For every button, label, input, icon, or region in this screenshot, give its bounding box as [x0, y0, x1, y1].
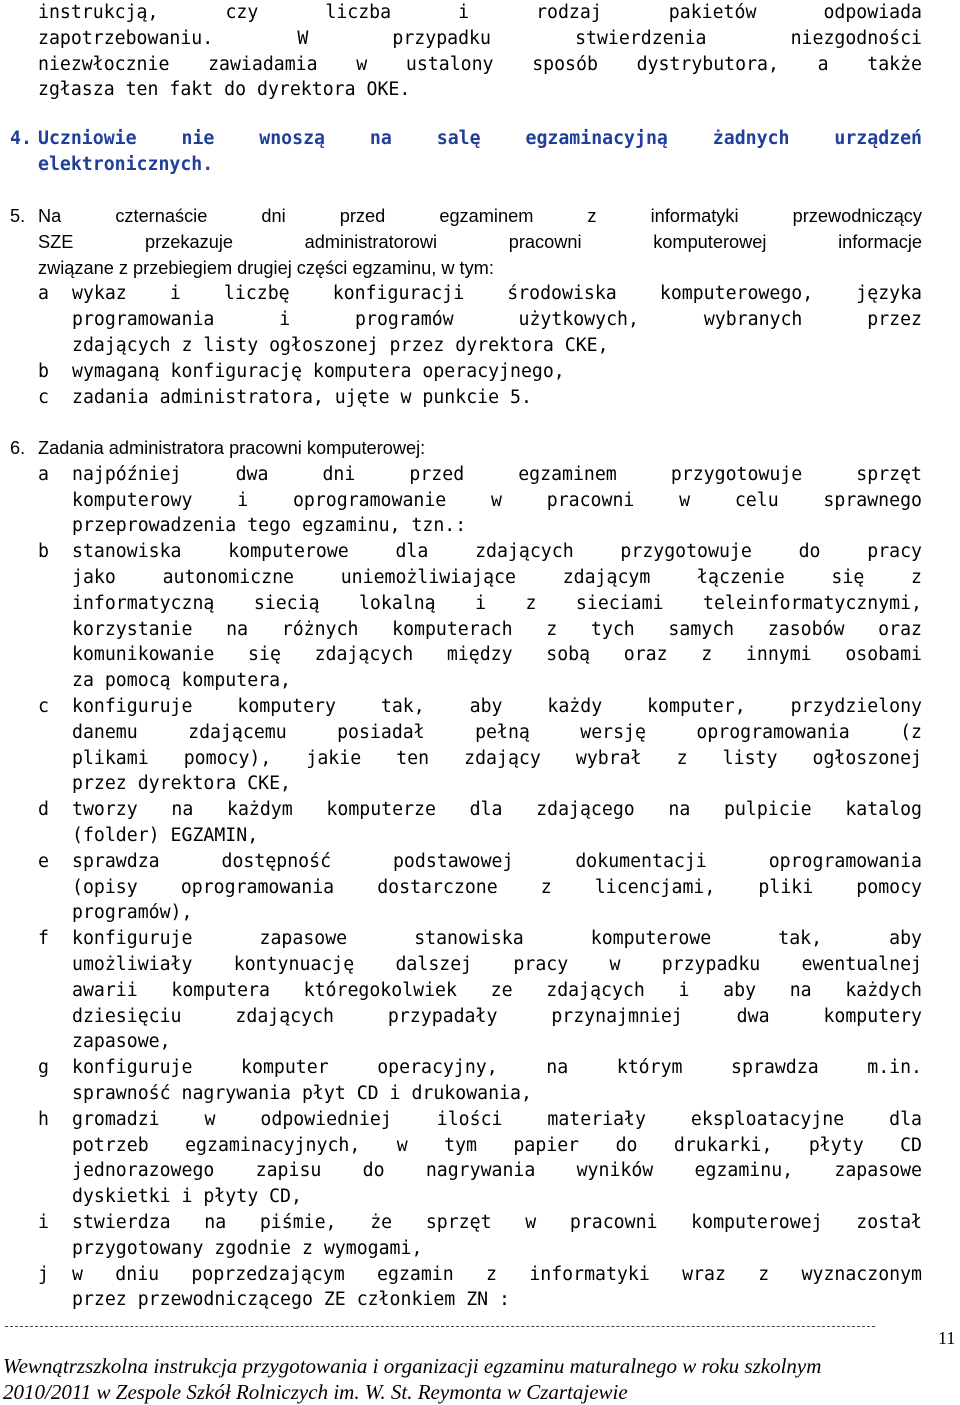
subitem-letter: b	[38, 541, 49, 563]
subitem-line: jako autonomiczne uniemożliwiające zdającym łączenie się z	[72, 567, 922, 588]
subitem-line: (folder) EGZAMIN,	[72, 825, 259, 846]
subitem-line: (opisy oprogramowania dostarczone z licencjami, pliki pomocy	[72, 876, 922, 898]
subitem-line: dyskietki i płyty CD,	[72, 1186, 302, 1208]
subitem-letter: g	[38, 1057, 49, 1079]
paragraph-line: niezwłocznie zawiadamia w ustalony sposób dystrybutora, a także	[38, 53, 922, 75]
item-line: elektronicznych.	[38, 153, 214, 175]
item-line: Zadania administratora pracowni komputerowej:	[38, 438, 426, 458]
subitem-line: komputerowy i oprogramowanie w pracowni w celu sprawnego	[72, 489, 922, 511]
subitem-line: awarii komputera któregokolwiek ze zdających i aby na każdych	[72, 979, 922, 1001]
subitem-letter: h	[38, 1108, 49, 1130]
subitem-line: potrzeb egzaminacyjnych, w tym papier do drukarki, płyty CD	[72, 1134, 922, 1156]
subitem-letter: e	[38, 850, 49, 872]
subitem-line: gromadzi w odpowiedniej ilości materiały eksploatacyjne dla	[72, 1108, 922, 1130]
subitem-line: konfiguruje komputery tak, aby każdy komputer, przydzielony	[72, 696, 922, 717]
subitem-line: plikami pomocy), jakie ten zdający wybrał z listy ogłoszonej	[72, 747, 922, 769]
footer-line-2: 2010/2011 w Zespole Szkół Rolniczych im. W. St. Reymonta w Czartajewie	[3, 1380, 628, 1404]
subitem-line: przez przewodniczącego ZE członkiem ZN :	[72, 1289, 510, 1311]
subitem-letter: j	[38, 1263, 49, 1285]
subitem-line: programów),	[72, 902, 193, 924]
subitem-line: danemu zdającemu posiadał pełną wersję oprogramowania (z	[72, 721, 922, 743]
subitem-line: za pomocą komputera,	[72, 670, 291, 692]
subitem-letter: a	[38, 283, 49, 305]
subitem-line: stwierdza na piśmie, że sprzęt w pracowni komputerowej został	[72, 1212, 922, 1233]
subitem-line: programowania i programów użytkowych, wybranych przez	[72, 309, 922, 331]
subitem-line: zadania administratora, ujęte w punkcie 5.	[72, 386, 532, 408]
subitem-line: informatyczną siecią lokalną i z sieciami teleinformatycznymi,	[72, 592, 922, 614]
subitem-line: sprawdza dostępność podstawowej dokumentacji oprogramowania	[72, 850, 922, 872]
subitem-line: stanowiska komputerowe dla zdających przygotowuje do pracy	[72, 541, 922, 563]
paragraph-line: zapotrzebowaniu. W przypadku stwierdzenia niezgodności	[38, 27, 922, 49]
subitem-line: zdających z listy ogłoszonej przez dyrektora CKE,	[72, 335, 609, 356]
subitem-line: dziesięciu zdających przypadały przynajmniej dwa komputery	[72, 1005, 922, 1027]
subitem-line: wykaz i liczbę konfiguracji środowiska komputerowego, języka	[72, 283, 922, 305]
subitem-letter: f	[38, 928, 49, 950]
subitem-line: komunikowanie się zdających między sobą oraz z innymi osobami	[72, 644, 922, 666]
subitem-letter: c	[38, 386, 49, 408]
subitem-line: najpóźniej dwa dni przed egzaminem przygotowuje sprzęt	[72, 463, 922, 485]
item-line: związane z przebiegiem drugiej części egzaminu, w tym:	[38, 257, 494, 278]
subitem-line: przeprowadzenia tego egzaminu, tzn.:	[72, 515, 467, 537]
subitem-letter: d	[38, 799, 49, 821]
item-line: Uczniowie nie wnoszą na salę egzaminacyjną żadnych urządzeń	[38, 128, 922, 149]
item-number: 6.	[10, 438, 26, 458]
paragraph-line: instrukcją, czy liczba i rodzaj pakietów odpowiada	[38, 2, 922, 23]
subitem-line: przygotowany zgodnie z wymogami,	[72, 1237, 423, 1259]
subitem-line: w dniu poprzedzającym egzamin z informatyki wraz z wyznaczonym	[72, 1263, 922, 1285]
footer-line-1: Wewnątrzszkolna instrukcja przygotowania i organizacji egzaminu maturalnego w roku szkolnym	[3, 1354, 822, 1378]
subitem-line: konfiguruje komputer operacyjny, na którym sprawdza m.in.	[72, 1057, 922, 1079]
item-line: SZE przekazuje administratorowi pracowni komputerowej informacje	[38, 231, 922, 252]
item-number: 5.	[10, 206, 26, 226]
subitem-line: sprawność nagrywania płyt CD i drukowania,	[72, 1083, 532, 1104]
item-line: Na czternaście dni przed egzaminem z informatyki przewodniczący	[38, 206, 922, 226]
page-number: 11	[938, 1328, 956, 1348]
subitem-line: tworzy na każdym komputerze dla zdającego na pulpicie katalog	[72, 799, 922, 821]
subitem-letter: i	[38, 1212, 49, 1233]
subitem-letter: c	[38, 696, 49, 717]
subitem-letter: b	[38, 360, 49, 382]
subitem-line: jednorazowego zapisu do nagrywania wyników egzaminu, zapasowe	[72, 1160, 922, 1182]
subitem-line: umożliwiały kontynuację dalszej pracy w przypadku ewentualnej	[72, 954, 922, 975]
subitem-letter: a	[38, 463, 49, 485]
subitem-line: zapasowe,	[72, 1031, 171, 1053]
footer-divider	[5, 1326, 875, 1327]
item-number: 4.	[10, 128, 32, 149]
subitem-line: konfiguruje zapasowe stanowiska komputerowe tak, aby	[72, 928, 922, 950]
subitem-line: wymaganą konfigurację komputera operacyjnego,	[72, 360, 565, 382]
paragraph-line: zgłasza ten fakt do dyrektora OKE.	[38, 79, 411, 101]
subitem-line: przez dyrektora CKE,	[72, 773, 291, 795]
subitem-line: korzystanie na różnych komputerach z tych samych zasobów oraz	[72, 618, 922, 640]
